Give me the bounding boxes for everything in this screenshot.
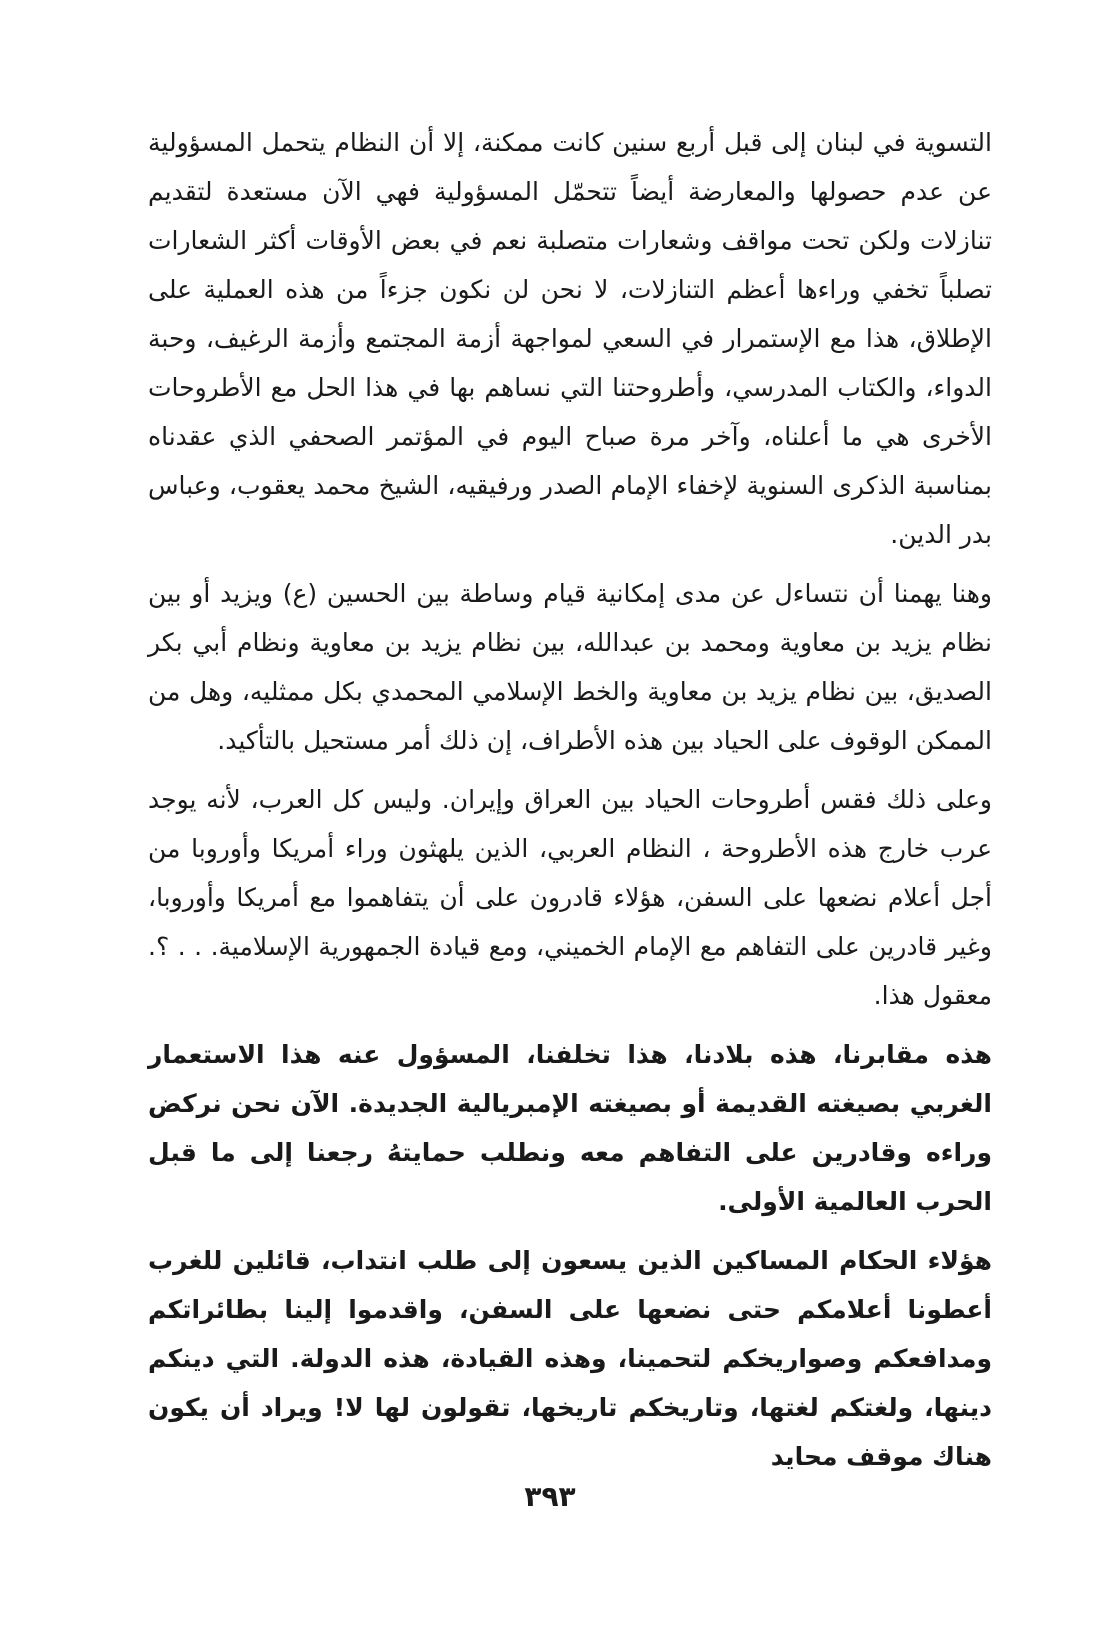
paragraph-3: وعلى ذلك فقس أطروحات الحياد بين العراق وإيران. وليس كل العرب، لأنه يوجد عرب خارج هذه الأطروحة ، النظام العربي، الذين يلهثون وراء أمريكا وأوروبا من أجل أعلام نضعها على السفن، هؤلاء قادرون على أن يتفاهموا مع أمريكا وأوروبا، وغير قادرين على التفاهم مع الإمام الخميني، ومع قيادة الجمهورية الإسلامية. . . ؟. معقول هذا.: [148, 785, 992, 1010]
body-text: [148, 118, 992, 1481]
page-number: ٣٩٣: [524, 1480, 576, 1513]
paragraph-1: التسوية في لبنان إلى قبل أربع سنين كانت ممكنة، إلا أن النظام يتحمل المسؤولية عن عدم حصولها والمعارضة أيضاً تتحمّل المسؤولية فهي الآن مستعدة لتقديم تنازلات ولكن تحت مواقف وشعارات متصلبة نعم في بعض الأوقات أكثر الشعارات تصلباً تخفي وراءها أعظم التنازلات، لا نحن لن نكون جزءاً من هذه العملية على الإطلاق، هذا مع الإستمرار في السعي لمواجهة أزمة المجتمع وأزمة الرغيف، وحبة الدواء، والكتاب المدرسي، وأطروحتنا التي نساهم بها في هذا الحل مع الأطروحات الأخرى هي ما أعلناه، وآخر مرة صباح اليوم في المؤتمر الصحفي الذي عقدناه بمناسبة الذكرى السنوية لإخفاء الإمام الصدر ورفيقيه، الشيخ محمد يعقوب، وعباس بدر الدين.: [148, 128, 992, 549]
paragraph-5: هؤلاء الحكام المساكين الذين يسعون إلى طلب انتداب، قائلين للغرب أعطونا أعلامكم حتى نضعها على السفن، واقدموا إلينا بطائراتكم ومدافعكم وصواريخكم لتحمينا، وهذه القيادة، هذه الدولة. التي دينكم دينها، ولغتكم لغتها، وتاريخكم تاريخها، تقولون لها لا! ويراد أن يكون هناك موقف محايد: [148, 1246, 992, 1471]
paragraph-4: هذه مقابرنا، هذه بلادنا، هذا تخلفنا، المسؤول عنه هذا الاستعمار الغربي بصيغته القديمة أو بصيغته الإمبريالية الجديدة. الآن نحن نركض وراءه وقادرين على التفاهم معه ونطلب حمايتهُ رجعنا إلى ما قبل الحرب العالمية الأولى.: [148, 1040, 992, 1216]
paragraph-2: وهنا يهمنا أن نتساءل عن مدى إمكانية قيام وساطة بين الحسين (ع) ويزيد أو بين نظام يزيد بن معاوية ومحمد بن عبدالله، بين نظام يزيد بن معاوية ونظام أبي بكر الصديق، بين نظام يزيد بن معاوية والخط الإسلامي المحمدي بكل ممثليه، وهل من الممكن الوقوف على الحياد بين هذه الأطراف، إن ذلك أمر مستحيل بالتأكيد.: [148, 579, 992, 755]
